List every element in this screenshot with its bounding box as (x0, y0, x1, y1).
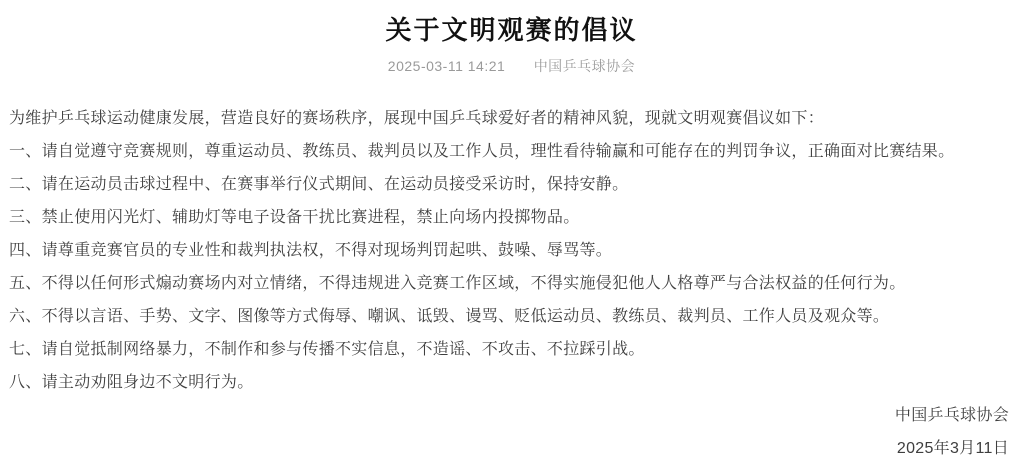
proposal-item-3: 三、禁止使用闪光灯、辅助灯等电子设备干扰比赛进程，禁止向场内投掷物品。 (9, 209, 580, 226)
publish-source: 中国乒乓球协会 (533, 58, 636, 74)
proposal-item-8: 八、请主动劝阻身边不文明行为。 (9, 374, 254, 391)
proposal-item-6: 六、不得以言语、手势、文字、图像等方式侮辱、嘲讽、诋毁、谩骂、贬低运动员、教练员、裁判员、工作人员及观众等。 (9, 308, 890, 325)
proposal-item-2: 二、请在运动员击球过程中、在赛事举行仪式期间、在运动员接受采访时，保持安静。 (9, 176, 629, 193)
signature-org: 中国乒乓球协会 (894, 407, 1009, 424)
intro-paragraph: 为维护乒乓球运动健康发展，营造良好的赛场秩序，展现中国乒乓球爱好者的精神风貌，现就文明观赛倡议如下： (9, 110, 825, 127)
signature-block (0, 399, 1023, 455)
publish-datetime: 2025-03-11 14:21 (387, 58, 506, 74)
article-meta (0, 56, 1023, 76)
proposal-item-7: 七、请自觉抵制网络暴力，不制作和参与传播不实信息，不造谣、不攻击、不拉踩引战。 (9, 341, 645, 358)
article-body (0, 102, 1023, 399)
proposal-item-4: 四、请尊重竞赛官员的专业性和裁判执法权，不得对现场判罚起哄、鼓噪、辱骂等。 (9, 242, 613, 259)
page-title: 关于文明观赛的倡议 (385, 15, 638, 45)
proposal-item-5: 五、不得以任何形式煽动赛场内对立情绪，不得违规进入竞赛工作区域，不得实施侵犯他人人格尊严与合法权益的任何行为。 (9, 275, 906, 292)
proposal-item-1: 一、请自觉遵守竞赛规则，尊重运动员、教练员、裁判员以及工作人员，理性看待输赢和可能存在的判罚争议，正确面对比赛结果。 (9, 143, 955, 160)
signature-date: 2025年3月11日 (896, 440, 1009, 455)
